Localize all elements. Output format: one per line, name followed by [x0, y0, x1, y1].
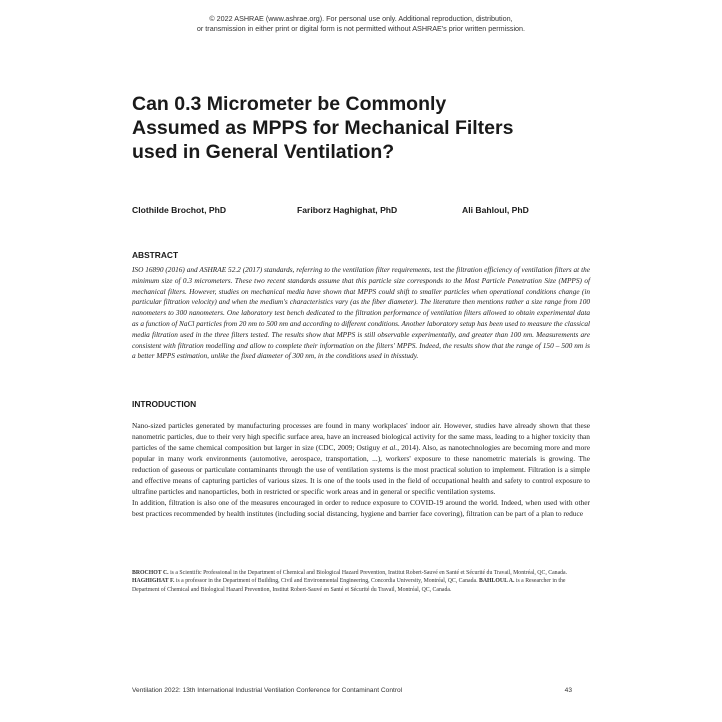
author-list	[0, 205, 722, 217]
author-2: Fariborz Haghighat, PhD	[297, 205, 398, 215]
abstract-text: ISO 16890 (2016) and ASHRAE 52.2 (2017) standards, referring to the ventilation filter requirements, test the filtration efficiency of ventilation filters at the minimum size of 0.3 micrometers. These two recent standards assume that this particle size corresponds to the Most Particle Penetration Size (MPPS) of mechanical filters. However, studies on mechanical media have shown that MPPS could shift to smaller particles when operational conditions change (in particular filtration velocity) and when the medium's characteristics vary (as the fiber diameter). The literature then mentions rather a size range from 100 nanometers to 300 nanometers. One laboratory test bench dedicated to the filtration performance of ventilation filters allowed to obtain experimental data as a function of NaCl particles from 20 nm to 500 nm and according to different conditions. Another laboratory setup has been used to measure the classical media filtration used in the three filters tested. The results show that MPPS is still observable experimentally, and greater than 100 nm. Measurements are consistent with filtration modelling and allow to complete their information on the filters' MPPS. Indeed, the results show that the range of 150 – 500 nm is a better MPPS estimation, unlike the fixed diameter of 300 nm, in the conditions used in thisstudy.	[132, 265, 590, 361]
introduction-heading: INTRODUCTION	[132, 399, 197, 409]
copyright-line-1: © 2022 ASHRAE (www.ashrae.org). For personal use only. Additional reproduction, distribution,	[209, 14, 513, 23]
page-footer	[132, 687, 590, 697]
footnote-name-2: HAGHIGHAT F.	[132, 578, 175, 585]
page-number: 43	[564, 687, 572, 694]
footnote-text-1: is a Scientific Professional in the Department of Chemical and Biological Hazard Prevention, Institut Robert-Sauvé en Santé et Sécurité du Travail, Montréal, QC, Canada.	[168, 570, 568, 576]
introduction-paragraph-2: In addition, filtration is also one of the measures encouraged in order to reduce exposure to COVID-19 around the world. Indeed, when used with other best practices recommended by health institutes (including social distancing, hygiene and barrier face covering), filtration can be part of a plan to reduce	[132, 498, 590, 518]
copyright-line-2: or transmission in either print or digital form is not permitted without ASHRAE's prior written permission.	[196, 23, 526, 33]
paper-title	[132, 92, 602, 164]
footnote-name-1: BROCHOT C.	[132, 570, 169, 576]
intro-p1-part-a: Nano-sized particles generated by manufacturing processes are found in many workplaces' indoor air. However, studies have already shown that these nanometric particles, due to their very high specific surface area, have an increased biological activity for the same mass, leading to a higher toxicity than particles of the same chemical composition but larger in size (CDC, 2009; Ostiguy	[132, 421, 590, 452]
author-affiliations-footnote	[132, 569, 590, 594]
abstract-heading: ABSTRACT	[132, 250, 179, 260]
intro-p1-citation-etal: et al.	[382, 443, 398, 452]
introduction-paragraph-1	[132, 420, 590, 497]
footnote-text-3: is a Researcher in the Department of Chemical and Biological Hazard Prevention, Institut Robert-Sauvé en Santé et Sécurité du Travail, Montréal, QC, Canada.	[132, 578, 566, 593]
introduction-body	[132, 420, 590, 519]
title-line-3: used in General Ventilation?	[132, 141, 395, 163]
author-3: Ali Bahloul, PhD	[462, 205, 529, 215]
copyright-notice	[0, 14, 722, 33]
footnote-name-3: BAHLOUL A.	[478, 578, 515, 585]
intro-p1-part-b: , 2014). Also, as nanotechnologies are becoming more and more popular in many work environments (automotive, aerospace, transportation, ...), workers' exposure to these nanometric materials is growing. The reduction of gaseous or particulate contaminants through the use of ventilation systems is the most practical solution to implement. Filtration is a simple and effective means of capturing particles of various sizes. It is one of the tools used in the field of occupational health and safety to control exposure to ultrafine particles and nanoparticles, both in restricted or specific work areas and in general or specific ventilation systems.	[132, 443, 591, 496]
title-line-1: Can 0.3 Micrometer be Commonly	[132, 93, 447, 115]
title-line-2: Assumed as MPPS for Mechanical Filters	[132, 117, 514, 139]
conference-name: Ventilation 2022: 13th International Industrial Ventilation Conference for Contaminant Control	[132, 687, 403, 694]
author-1: Clothilde Brochot, PhD	[132, 205, 227, 215]
footnote-text-2: is a professor in the Department of Building, Civil and Environmental Engineering, Concordia University, Montréal, QC, Canada.	[174, 578, 479, 585]
